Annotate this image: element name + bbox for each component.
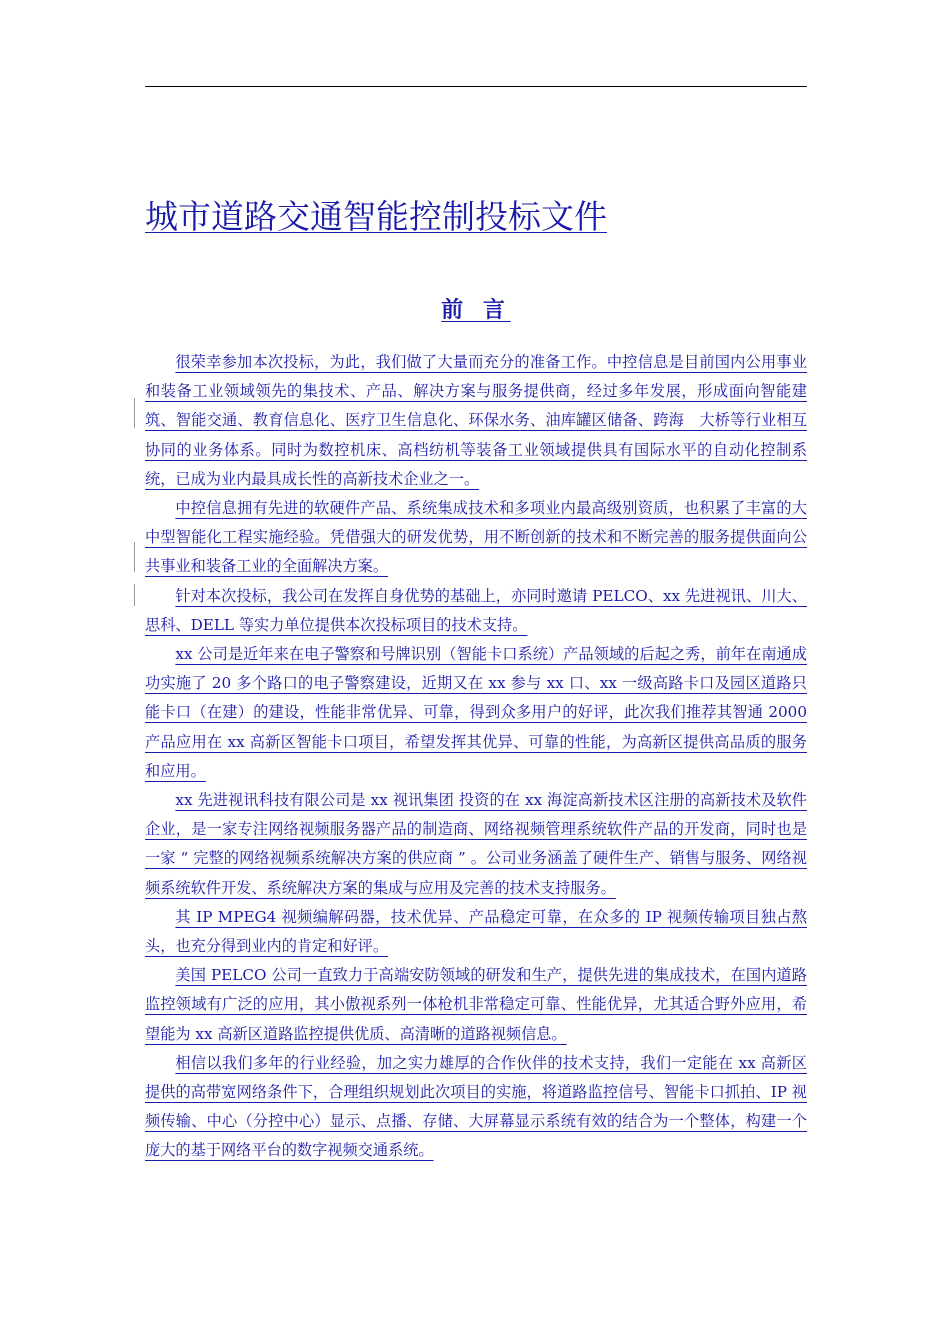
paragraph-2: 中控信息拥有先进的软硬件产品、系统集成技术和多项业内最高级别资质，也积累了丰富的大中型智能化工程实施经验。凭借强大的研发优势，用不断创新的技术和不断完善的服务提供面向公共事业和装备工业的全面解决方案。 xyxy=(145,499,807,576)
revision-margin-mark xyxy=(134,542,135,572)
revision-margin-mark xyxy=(134,398,135,428)
header-rule xyxy=(145,86,807,87)
paragraph-3: 针对本次投标，我公司在发挥自身优势的基础上，亦同时邀请 PELCO、xx 先进视讯、川大、思科、DELL 等实力单位提供本次投标项目的技术支持。 xyxy=(145,586,807,634)
revision-margin-mark xyxy=(134,584,135,606)
paragraph-7: 美国 PELCO 公司一直致力于高端安防领域的研发和生产，提供先进的集成技术，在国内道路监控领域有广泛的应用，其小傲视系列一体枪机非常稳定可靠、性能优异，尤其适合野外应用，希望能为 xx 高新区道路监控提供优质、高清晰的道路视频信息。 xyxy=(145,966,807,1043)
section-heading-preface: 前 言 xyxy=(441,297,511,323)
document-body xyxy=(145,348,807,1166)
paragraph-5: xx 先进视讯科技有限公司是 xx 视讯集团 投资的在 xx 海淀高新技术区注册的高新技术及软件企业，是一家专注网络视频服务器产品的制造商、网络视频管理系统软件产品的开发商，同时也是一家 “ 完整的网络视频系统解决方案的供应商 ” 。公司业务涵盖了硬件生产、销售与服务、网络视频系统软件开发、系统解决方案的集成与应用及完善的技术支持服务。 xyxy=(145,791,807,897)
paragraph-1: 很荣幸参加本次投标，为此，我们做了大量而充分的准备工作。中控信息是目前国内公用事业和装备工业领域领先的集技术、产品、解决方案与服务提供商，经过多年发展，形成面向智能建筑、智能交通、教育信息化、医疗卫生信息化、环保水务、油库罐区储备、跨海 大桥等行业相互协同的业务体系。同时为数控机床、高档纺机等装备工业领域提供具有国际水平的自动化控制系统，已成为业内最具成长性的高新技术企业之一。 xyxy=(145,353,807,488)
paragraph-4: xx 公司是近年来在电子警察和号牌识别（智能卡口系统）产品领域的后起之秀，前年在南通成功实施了 20 多个路口的电子警察建设，近期又在 xx 参与 xx 口、xx 一级高路卡口及园区道路只能卡口（在建）的建设，性能非常优异、可靠，得到众多用户的好评，此次我们推荐其智通 2000 产品应用在 xx 高新区智能卡口项目，希望发挥其优异、可靠的性能，为高新区提供高品质的服务和应用。 xyxy=(145,645,807,780)
paragraph-8: 相信以我们多年的行业经验，加之实力雄厚的合作伙伴的技术支持，我们一定能在 xx 高新区提供的高带宽网络条件下，合理组织规划此次项目的实施，将道路监控信号、智能卡口抓拍、IP 视频传输、中心（分控中心）显示、点播、存储、大屏幕显示系统有效的结合为一个整体，构建一个庞大的基于网络平台的数字视频交通系统。 xyxy=(145,1053,807,1160)
paragraph-6: 其 IP MPEG4 视频编解码器，技术优异、产品稳定可靠，在众多的 IP 视频传输项目独占熬头，也充分得到业内的肯定和好评。 xyxy=(145,907,807,956)
document-title: 城市道路交通智能控制投标文件 xyxy=(145,197,607,236)
